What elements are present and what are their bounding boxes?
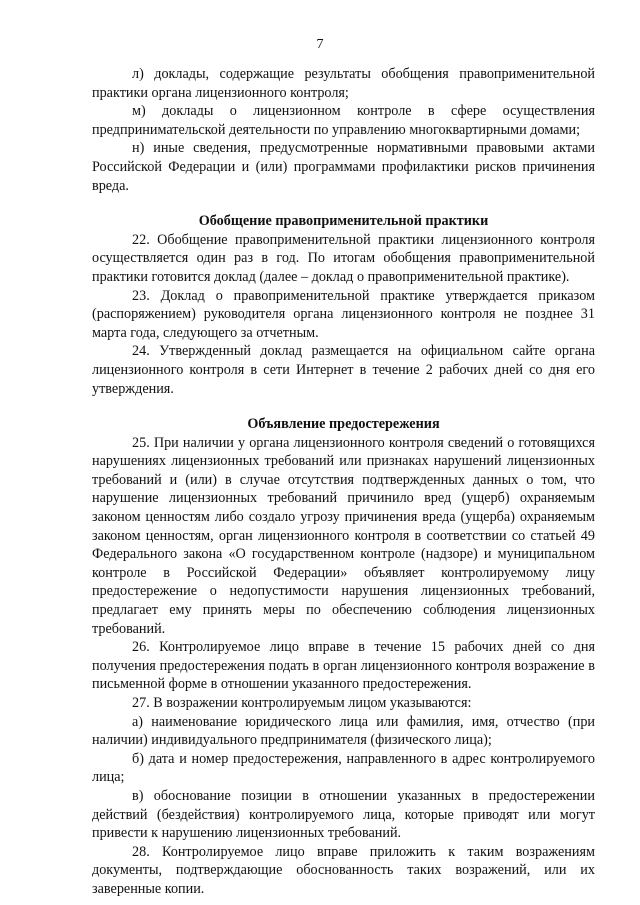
paragraph-27: 27. В возражении контролируемым лицом указываются: — [132, 695, 472, 711]
section-heading-practice: Обобщение правоприменительной практики — [198, 213, 489, 230]
paragraph-27a: а) наименование юридического лица или фамилия, имя, отчество (при наличии) индивидуального предпринимателя (физического лица); — [92, 713, 595, 749]
item-m: м) доклады о лицензионном контроле в сфере осуществления предпринимательской деятельности по управлению многоквартирными домами; — [92, 103, 595, 138]
paragraph-26: 26. Контролируемое лицо вправе в течение 15 рабочих дней со дня получения предостережения подать в орган лицензионного контроля возражение в письменной форме в отношении указанного предостережения. — [92, 639, 595, 693]
paragraph-22: 22. Обобщение правоприменительной практики лицензионного контроля осуществляется один раз в год. По итогам обобщения правоприменительной практики готовится доклад (далее – доклад о правоприменительной практике). — [92, 231, 595, 285]
item-l: л) доклады, содержащие результаты обобщения правоприменительной практики органа лицензионного контроля; — [92, 66, 595, 101]
paragraph-24: 24. Утвержденный доклад размещается на официальном сайте органа лицензионного контроля в сети Интернет в течение 2 рабочих дней со дня его утверждения. — [92, 343, 595, 397]
page-number: 7 — [316, 37, 324, 52]
item-n: н) иные сведения, предусмотренные нормативными правовыми актами Российской Федерации и (или) программами профилактики рисков причинения вреда. — [92, 140, 595, 194]
section-heading-warning: Объявление предостережения — [247, 416, 440, 433]
paragraph-27c: в) обоснование позиции в отношении указанных в предостережении действий (бездействия) контролируемого лица, которые приводят или могут привести к нарушению лицензионных требований. — [92, 787, 595, 842]
paragraph-27b: б) дата и номер предостережения, направленного в адрес контролируемого лица; — [92, 750, 595, 786]
paragraph-28: 28. Контролируемое лицо вправе приложить к таким возражениям документы, подтверждающие обоснованность таких возражений, или их заверенные копии. — [92, 843, 595, 897]
document-body — [92, 65, 595, 899]
paragraph-25: 25. При наличии у органа лицензионного контроля сведений о готовящихся нарушениях лицензионных требований или признаках нарушений лицензионных требований и (или) в случае отсутствия подтвержденных данных о том, что нарушение лицензионных требований причинило вред (ущерб) охраняемым законом ценностям либо создало угрозу причинения вреда (ущерба) охраняемым законом ценностям, орган лицензионного контроля в соответствии со статьей 49 Федерального закона «О государственном контроле (надзоре) и муниципальном контроле в Российской Федерации» объявляет контролируемому лицу предостережение о недопустимости нарушения лицензионных требований, предлагает ему принять меры по обеспечению соблюдения лицензионных требований. — [92, 434, 595, 637]
paragraph-23: 23. Доклад о правоприменительной практике утверждается приказом (распоряжением) руководителя органа лицензионного контроля не позднее 31 марта года, следующего за отчетным. — [92, 287, 595, 341]
